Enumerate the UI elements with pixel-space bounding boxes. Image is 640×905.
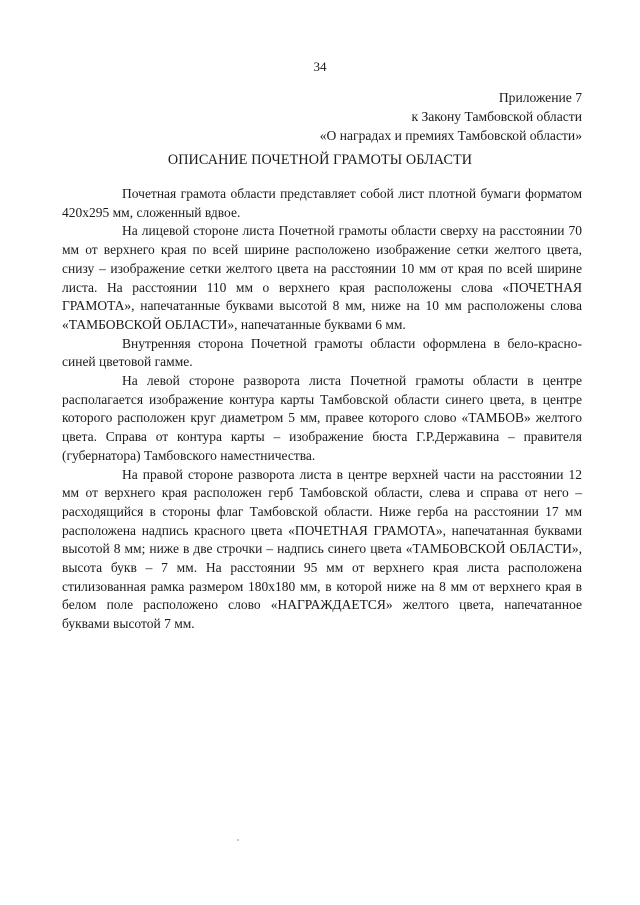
paragraph: На левой стороне разворота листа Почетной грамоты области в центре располагается изображение контура карты Тамбовской области синего цвета, в центре которого расположен круг диаметром 5 мм, правее которого слово «ТАМБОВ» желтого цвета. Справа от контура карты – изображение бюста Г.Р.Державина – правителя (губернатора) Тамбовского наместничества.: [62, 373, 582, 463]
page-number: 34: [313, 59, 327, 74]
paragraph: Внутренняя сторона Почетной грамоты области оформлена в бело-красно-синей цветовой гамме.: [62, 335, 582, 370]
appendix-line-3: «О наградах и премиях Тамбовской области»: [319, 128, 582, 143]
appendix-header: [320, 88, 582, 145]
scan-speck: [237, 839, 239, 841]
paragraph: Почетная грамота области представляет собой лист плотной бумаги форматом 420х295 мм, сложенный вдвое.: [62, 186, 582, 220]
document-body: [62, 185, 582, 634]
paragraph: На правой стороне разворота листа в центре верхней части на расстоянии 12 мм от верхнего края расположен герб Тамбовской области, слева и справа от него – расходящийся в стороны флаг Тамбовской области. Ниже герба на расстоянии 17 мм расположена надпись красного цвета «ПОЧЕТНАЯ ГРАМОТА», напечатанная буквами высотой 8 мм; ниже в две строчки – надпись синего цвета «ТАМБОВСКОЙ ОБЛАСТИ», высота букв – 7 мм. На расстоянии 95 мм от верхнего края листа расположена стилизованная рамка размером 180х180 мм, в которой ниже на 8 мм от верхнего края в белом поле расположено слово «НАГРАЖДАЕТСЯ» желтого цвета, напечатанное буквами высотой 7 мм.: [62, 466, 582, 632]
appendix-line-2: к Закону Тамбовской области: [411, 109, 582, 124]
document-title: ОПИСАНИЕ ПОЧЕТНОЙ ГРАМОТЫ ОБЛАСТИ: [167, 152, 473, 168]
paragraph: На лицевой стороне листа Почетной грамоты области сверху на расстоянии 70 мм от верхнего края по всей ширине расположено изображение сетки желтого цвета, снизу – изображение сетки желтого цвета на расстоянии 10 мм от края по всей ширине листа. На расстоянии 110 мм о верхнего края расположены слова «ПОЧЕТНАЯ ГРАМОТА», напечатанные буквами высотой 8 мм, ниже на 10 мм расположены слова «ТАМБОВСКОЙ ОБЛАСТИ», напечатанные буквами 6 мм.: [62, 223, 582, 332]
appendix-line-1: Приложение 7: [498, 90, 582, 105]
